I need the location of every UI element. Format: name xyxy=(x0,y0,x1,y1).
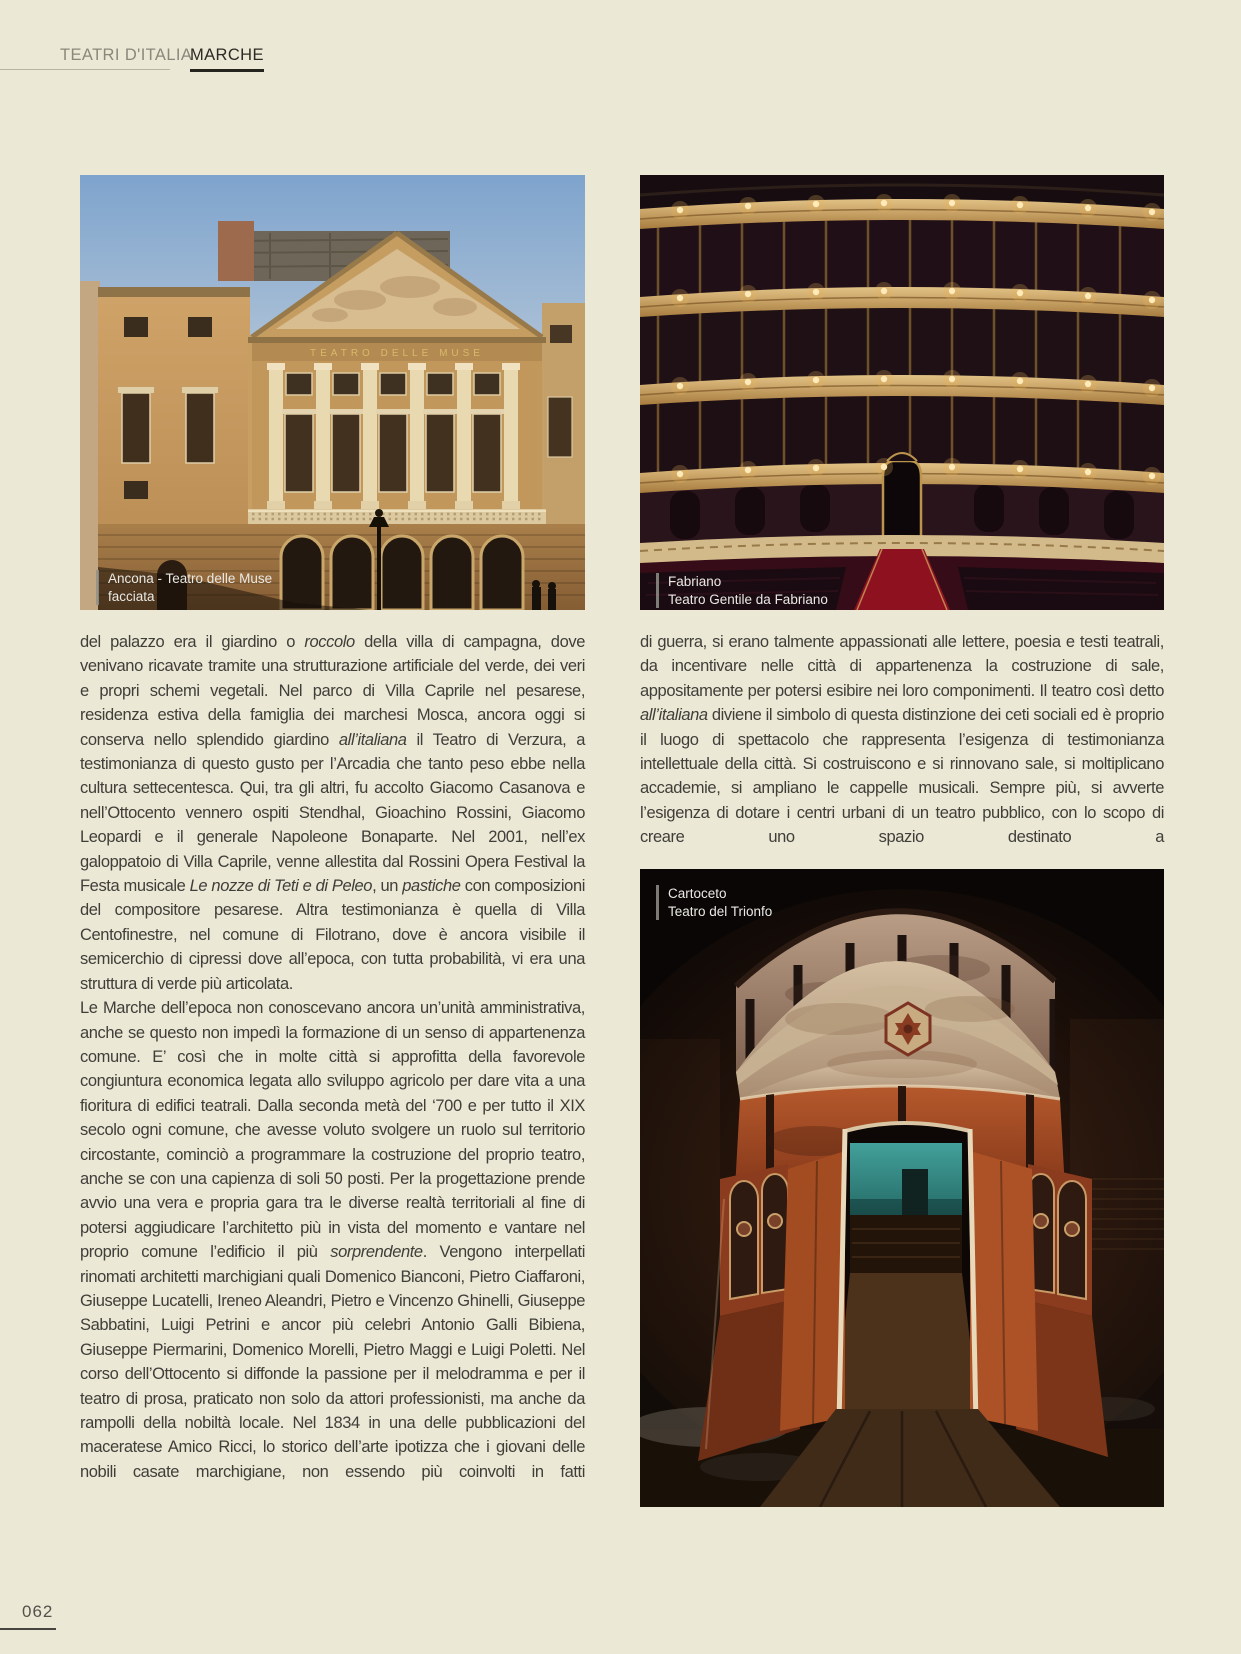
caption-line: facciata xyxy=(108,588,155,604)
caption-line: Ancona - Teatro delle Muse xyxy=(108,571,273,586)
page-number-rule xyxy=(0,1628,56,1630)
caption-bar xyxy=(656,885,659,920)
article-paragraph: Le Marche dell’epoca non conoscevano ancora un’unità amministrativa, anche se questo non impedì la formazione di un senso di appartenenza comune. E’ così che in molte città si approfitta della favorevole congiuntura economica legata allo sviluppo agricolo per dare vita a una fioritura di edifici teatrali. Dalla seconda metà del ‘700 e per tutto il XIX secolo ogni comune, che avesse voluto svolgere un ruolo sul territorio circostante, cominciò a programmare la costruzione del proprio teatro, anche se con una capienza di soli 50 posti. Per la progettazione prende avvio una vera e propria gara tra le diverse realtà territoriali al fine di potersi aggiudicare l’architetto più in vista del momento e vantare nel proprio comune l’edificio il più sorprendente. Vengono interpellati rinomati architetti marchigiani quali Domenico Bianconi, Pietro Ciaffaroni, Giuseppe Lucatelli, Ireneo Aleandri, Pietro e Vincenzo Ghinelli, Giuseppe Sabbatini, Luigi Petrini e ancor più celebri Antonio Galli Bibiena, Giuseppe Piermarini, Domenico Morelli, Pietro Maggi e Luigi Poletti. Nel corso dell’Ottocento si diffonde la passione per il melodramma e per il teatro di prosa, praticato non solo da attori professionisti, ma anche da rampolli della nobiltà locale. Nel 1834 in una delle pubblicazioni del maceratese Amico Ricci, lo storico dell’arte ipotizza che i giovani delle nobili casate marchigiane, non essendo più coinvolti in fatti xyxy=(80,999,585,1481)
cartoceto-rotunda-illustration xyxy=(640,869,1164,1507)
ceiling-rosette xyxy=(886,1003,930,1055)
caption-line: Cartoceto xyxy=(668,886,727,901)
caption-line: Fabriano xyxy=(668,574,722,589)
article-column-left xyxy=(80,630,585,1484)
page-number: 062 xyxy=(22,1602,54,1621)
caption-line: Teatro del Trionfo xyxy=(668,903,773,919)
photo-cartoceto-teatro-del-trionfo xyxy=(640,869,1164,1507)
fabriano-caption xyxy=(656,573,828,608)
series-title: TEATRI D'ITALIA xyxy=(60,46,193,64)
header-rule xyxy=(0,69,170,70)
caption-bar xyxy=(96,570,99,605)
building-inscription: TEATRO DELLE MUSE xyxy=(310,348,484,359)
section-title: MARCHE xyxy=(190,46,264,72)
ancona-facade-illustration xyxy=(80,175,585,610)
article-column-right xyxy=(640,630,1164,850)
article-paragraph: di guerra, si erano talmente appassionati alle lettere, poesia e testi teatrali, da incentivare nelle città di appartenenza la costruzione di sale, appositamente per potersi esibire nei loro componimenti. Il teatro così detto all’italiana diviene il simbolo di questa distinzione dei ceti sociali ed è proprio il luogo di spettacolo che rappresenta l’esigenza di testimonianza intellettuale della città. Si costruiscono e si rinnovano sale, si moltiplicano accademie, si ampliano le cappelle musicali. Sempre più, si avverte l’esigenza di dotare i centri urbani di un teatro pubblico, con lo scopo di creare uno spazio destinato a xyxy=(640,633,1164,847)
cartoceto-caption xyxy=(656,885,772,920)
photo-fabriano-teatro-gentile xyxy=(640,175,1164,610)
caption-bar xyxy=(656,573,659,608)
caption-line: Teatro Gentile da Fabriano xyxy=(668,591,828,607)
article-paragraph: del palazzo era il giardino o roccolo della villa di campagna, dove venivano ricavate tramite una strutturazione artificiale del verde, dei veri e propri schemi vegetali. Nel parco di Villa Caprile nel pesarese, residenza estiva della famiglia dei marchesi Mosca, ancora oggi si conserva nello splendido giardino all’italiana il Teatro di Verzura, a testimonianza di questo gusto per l’Arcadia che tanto peso ebbe nella cultura settecentesca. Qui, tra gli altri, fu accolto Giacomo Casanova e nell’Ottocento vennero ospiti Stendhal, Gioachino Rossini, Giacomo Leopardi e il generale Napoleone Bonaparte. Nel 2001, nell’ex galoppatoio di Villa Caprile, venne allestita dal Rossini Opera Festival la Festa musicale Le nozze di Teti e di Peleo, un pastiche con composizioni del compositore pesarese. Altra testimonianza è quella di Villa Centofinestre, nel comune di Filotrano, dove è ancora visibile il semicerchio di cipressi dove all’epoca, con tutta probabilità, vi era una struttura di verde più articolata. xyxy=(80,633,585,993)
photo-ancona-teatro-delle-muse xyxy=(80,175,585,610)
ancona-caption xyxy=(96,570,272,605)
fabriano-interior-illustration xyxy=(640,175,1164,610)
